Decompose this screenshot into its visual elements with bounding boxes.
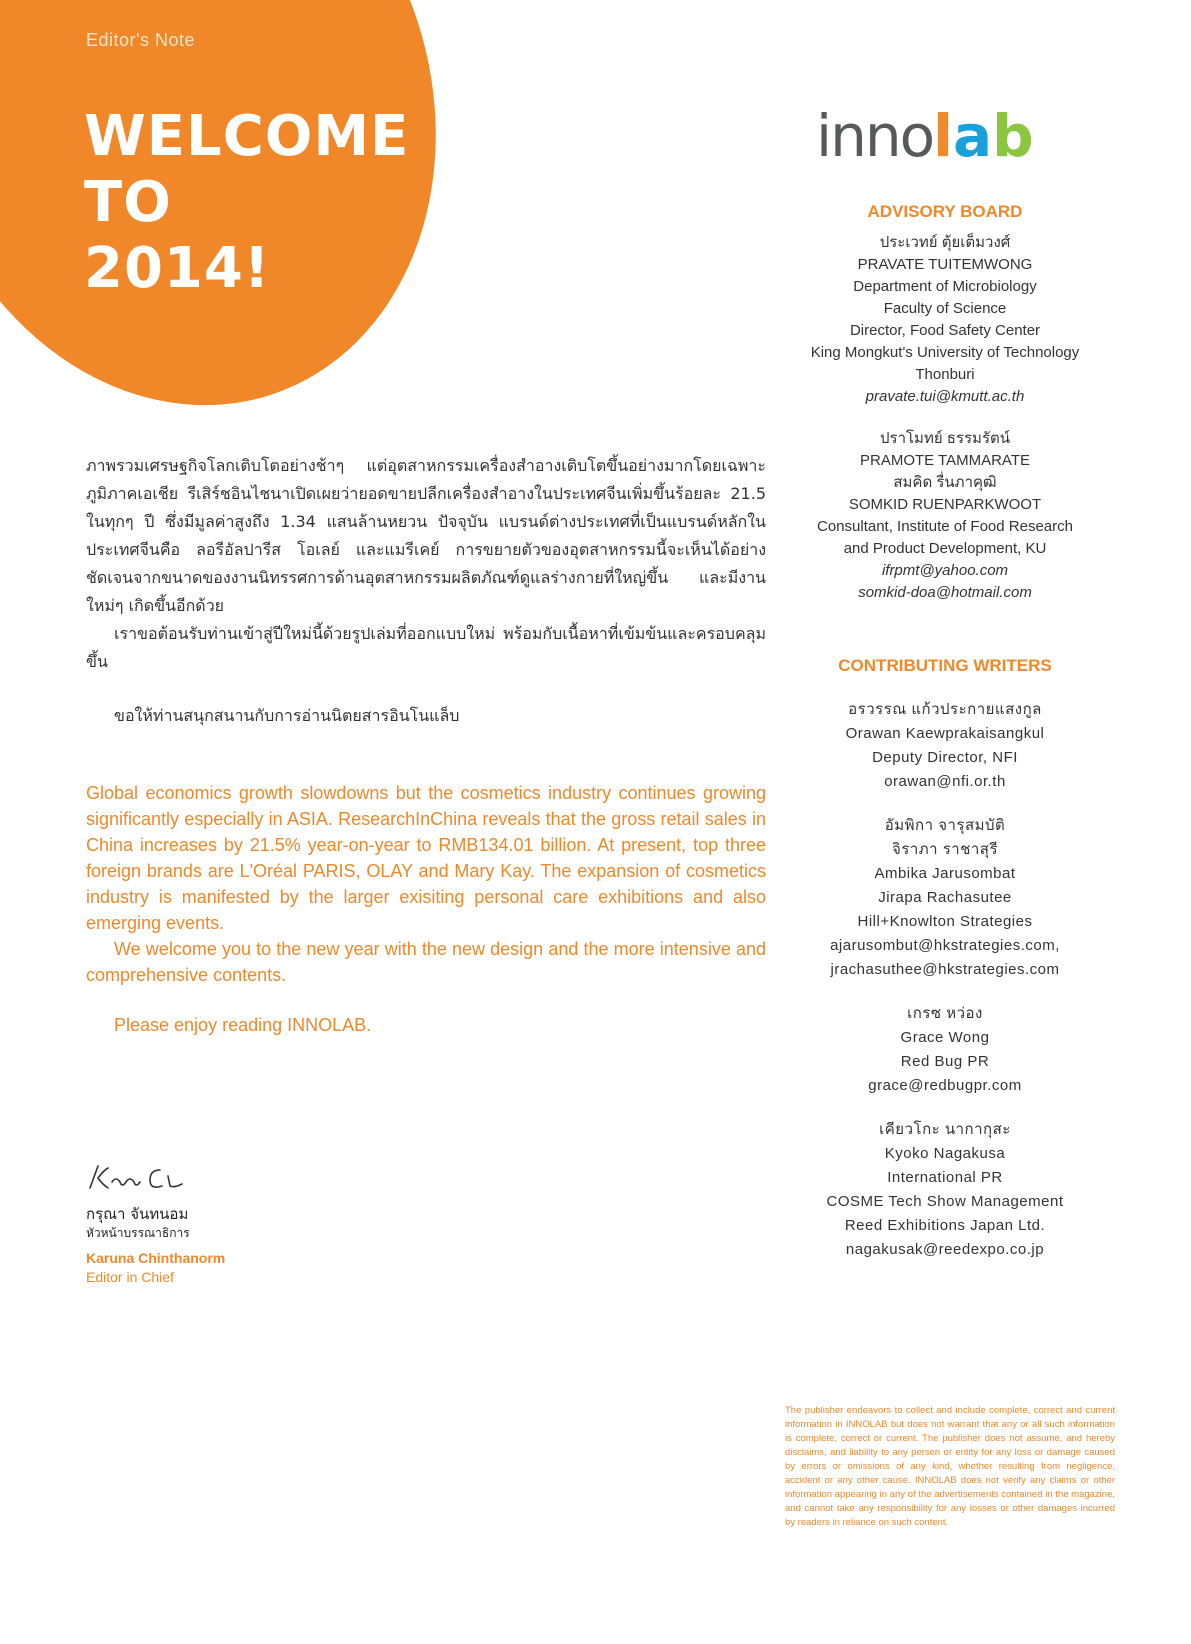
advisor-entry: ปราโมทย์ ธรรมรัตน์ PRAMOTE TAMMARATE สมคิด รื่นภาคุฒิ SOMKID RUENPARKWOOT Consultant, Institute of Food Research and Product Development, KU ifrpmt@yahoo.com somkid-doa@hotmail.com bbox=[790, 428, 1100, 604]
email-link[interactable]: orawan@nfi.or.th bbox=[884, 773, 1006, 790]
title-line: 2014! bbox=[84, 236, 271, 301]
editor-thai-title: หัวหน้าบรรณาธิการ bbox=[86, 1226, 190, 1240]
editor-name: Karuna Chinthanorm bbox=[86, 1250, 226, 1266]
editor-thai-name: กรุณา จันทนอม bbox=[86, 1205, 189, 1223]
contributing-writers-heading: CONTRIBUTING WRITERS bbox=[838, 656, 1052, 675]
thai-closing: ขอให้ท่านสนุกสนานกับการอ่านนิตยสารอินโนแล็บ bbox=[114, 706, 460, 725]
email-link[interactable]: nagakusak@reedexpo.co.jp bbox=[845, 1241, 1045, 1258]
email-link[interactable]: ifrpmt@yahoo.com bbox=[881, 562, 1009, 579]
title-line: WELCOME bbox=[84, 104, 410, 169]
email-link[interactable]: somkid-doa@hotmail.com bbox=[858, 584, 1032, 601]
publisher-disclaimer: The publisher endeavors to collect and include complete, correct and current information in INNOLAB but does not warrant that any or all such information is complete, correct or current. The publisher does not assume, and hereby disclaims, and liability to any person or entity for any loss or damage caused by errors or omissions of any kind, whether resulting from negligence, accident or any other cause. INNOLAB does not verify any claims or other information appearing in any of the advertisements contained in the magazine, and cannot take any responsibility for any losses or other damages incurred by readers in reliance on such content. bbox=[785, 1405, 1115, 1528]
email-link[interactable]: grace@redbugpr.com bbox=[868, 1077, 1022, 1094]
signature-mark bbox=[86, 1158, 206, 1198]
contributor-entry: อัมพิกา จารุสมบัติ จิราภา ราชาสุรี Ambika Jarusombat Jirapa Rachasutee Hill+Knowlton Strategies ajarusombut@hkstrategies.com, jrachasuthee@hkstrategies.com bbox=[790, 814, 1100, 982]
advisory-board-heading: ADVISORY BOARD bbox=[867, 202, 1023, 221]
innolab-logo: innolab bbox=[816, 102, 1034, 170]
page-title bbox=[84, 104, 409, 302]
section-label: Editor's Note bbox=[86, 30, 195, 50]
contributor-entry: อรวรรณ แก้วประกายแสงกูล Orawan Kaewprakaisangkul Deputy Director, NFI orawan@nfi.or.th bbox=[790, 698, 1100, 794]
english-paragraph: We welcome you to the new year with the new design and the more intensive and comprehensive contents. bbox=[86, 939, 766, 985]
contributor-entry: เคียวโกะ นากากุสะ Kyoko Nagakusa International PR COSME Tech Show Management Reed Exhibitions Japan Ltd. nagakusak@reedexpo.co.jp bbox=[790, 1118, 1100, 1262]
thai-paragraph: เราขอต้อนรับท่านเข้าสู่ปีใหม่นี้ด้วยรูปเล่มที่ออกแบบใหม่ พร้อมกับเนื้อหาที่เข้มข้นและครอบคลุมขึ้น bbox=[86, 624, 766, 671]
editor-signature-block bbox=[86, 1158, 225, 1286]
contributor-entry: เกรซ หว่อง Grace Wong Red Bug PR grace@redbugpr.com bbox=[790, 1002, 1100, 1098]
title-line: TO bbox=[84, 170, 172, 235]
email-link[interactable]: pravate.tui@kmutt.ac.th bbox=[865, 388, 1025, 405]
email-link[interactable]: jrachasuthee@hkstrategies.com bbox=[830, 961, 1060, 978]
advisor-entry: ประเวทย์ ตุ้ยเต็มวงศ์ PRAVATE TUITEMWONG Department of Microbiology Faculty of Science Director, Food Safety Center King Mongkut's University of Technology Thonburi pravate.tui@kmutt.ac.th bbox=[790, 232, 1100, 408]
english-closing: Please enjoy reading INNOLAB. bbox=[114, 1015, 372, 1035]
english-paragraph: Global economics growth slowdowns but the cosmetics industry continues growing significantly especially in ASIA. ResearchInChina reveals that the gross retail sales in China increases by 21.5% year-on-year to RMB134.01 billion. At present, top three foreign brands are L'Oréal PARIS, OLAY and Mary Kay. The expansion of cosmetics industry is manifested by the larger exisiting personal care exhibitions and also emerging events. bbox=[86, 783, 766, 933]
masthead-column bbox=[790, 200, 1100, 1282]
thai-editorial bbox=[86, 452, 766, 730]
email-link[interactable]: ajarusombut@hkstrategies.com, bbox=[830, 937, 1060, 954]
thai-paragraph: ภาพรวมเศรษฐกิจโลกเติบโตอย่างช้าๆ แต่อุตสาหกรรมเครื่องสำอางเติบโตขึ้นอย่างมากโดยเฉพาะภูมิภาคเอเชีย รีเสิร์ชอินไชนาเปิดเผยว่ายอดขายปลีกเครื่องสำอางในประเทศจีนเพิ่มขึ้นร้อยละ 21.5 ในทุกๆ ปี ซึ่งมีมูลค่าสูงถึง 1.34 แสนล้านหยวน ปัจจุบัน แบรนด์ต่างประเทศที่เป็นแบรนด์หลักในประเทศจีนคือ ลอรีอัลปารีส โอเลย์ และแมรีเคย์ การขยายตัวของอุตสาหกรรมนี้จะเห็นได้อย่างชัดเจนจากขนาดของงานนิทรรศการด้านอุตสาหกรรมผลิตภัณฑ์ดูแลร่างกายที่ใหญ่ขึ้น และมีงานใหม่ๆ เกิดขึ้นอีกด้วย bbox=[86, 456, 766, 615]
editor-title: Editor in Chief bbox=[86, 1269, 174, 1285]
english-editorial bbox=[86, 780, 766, 1038]
